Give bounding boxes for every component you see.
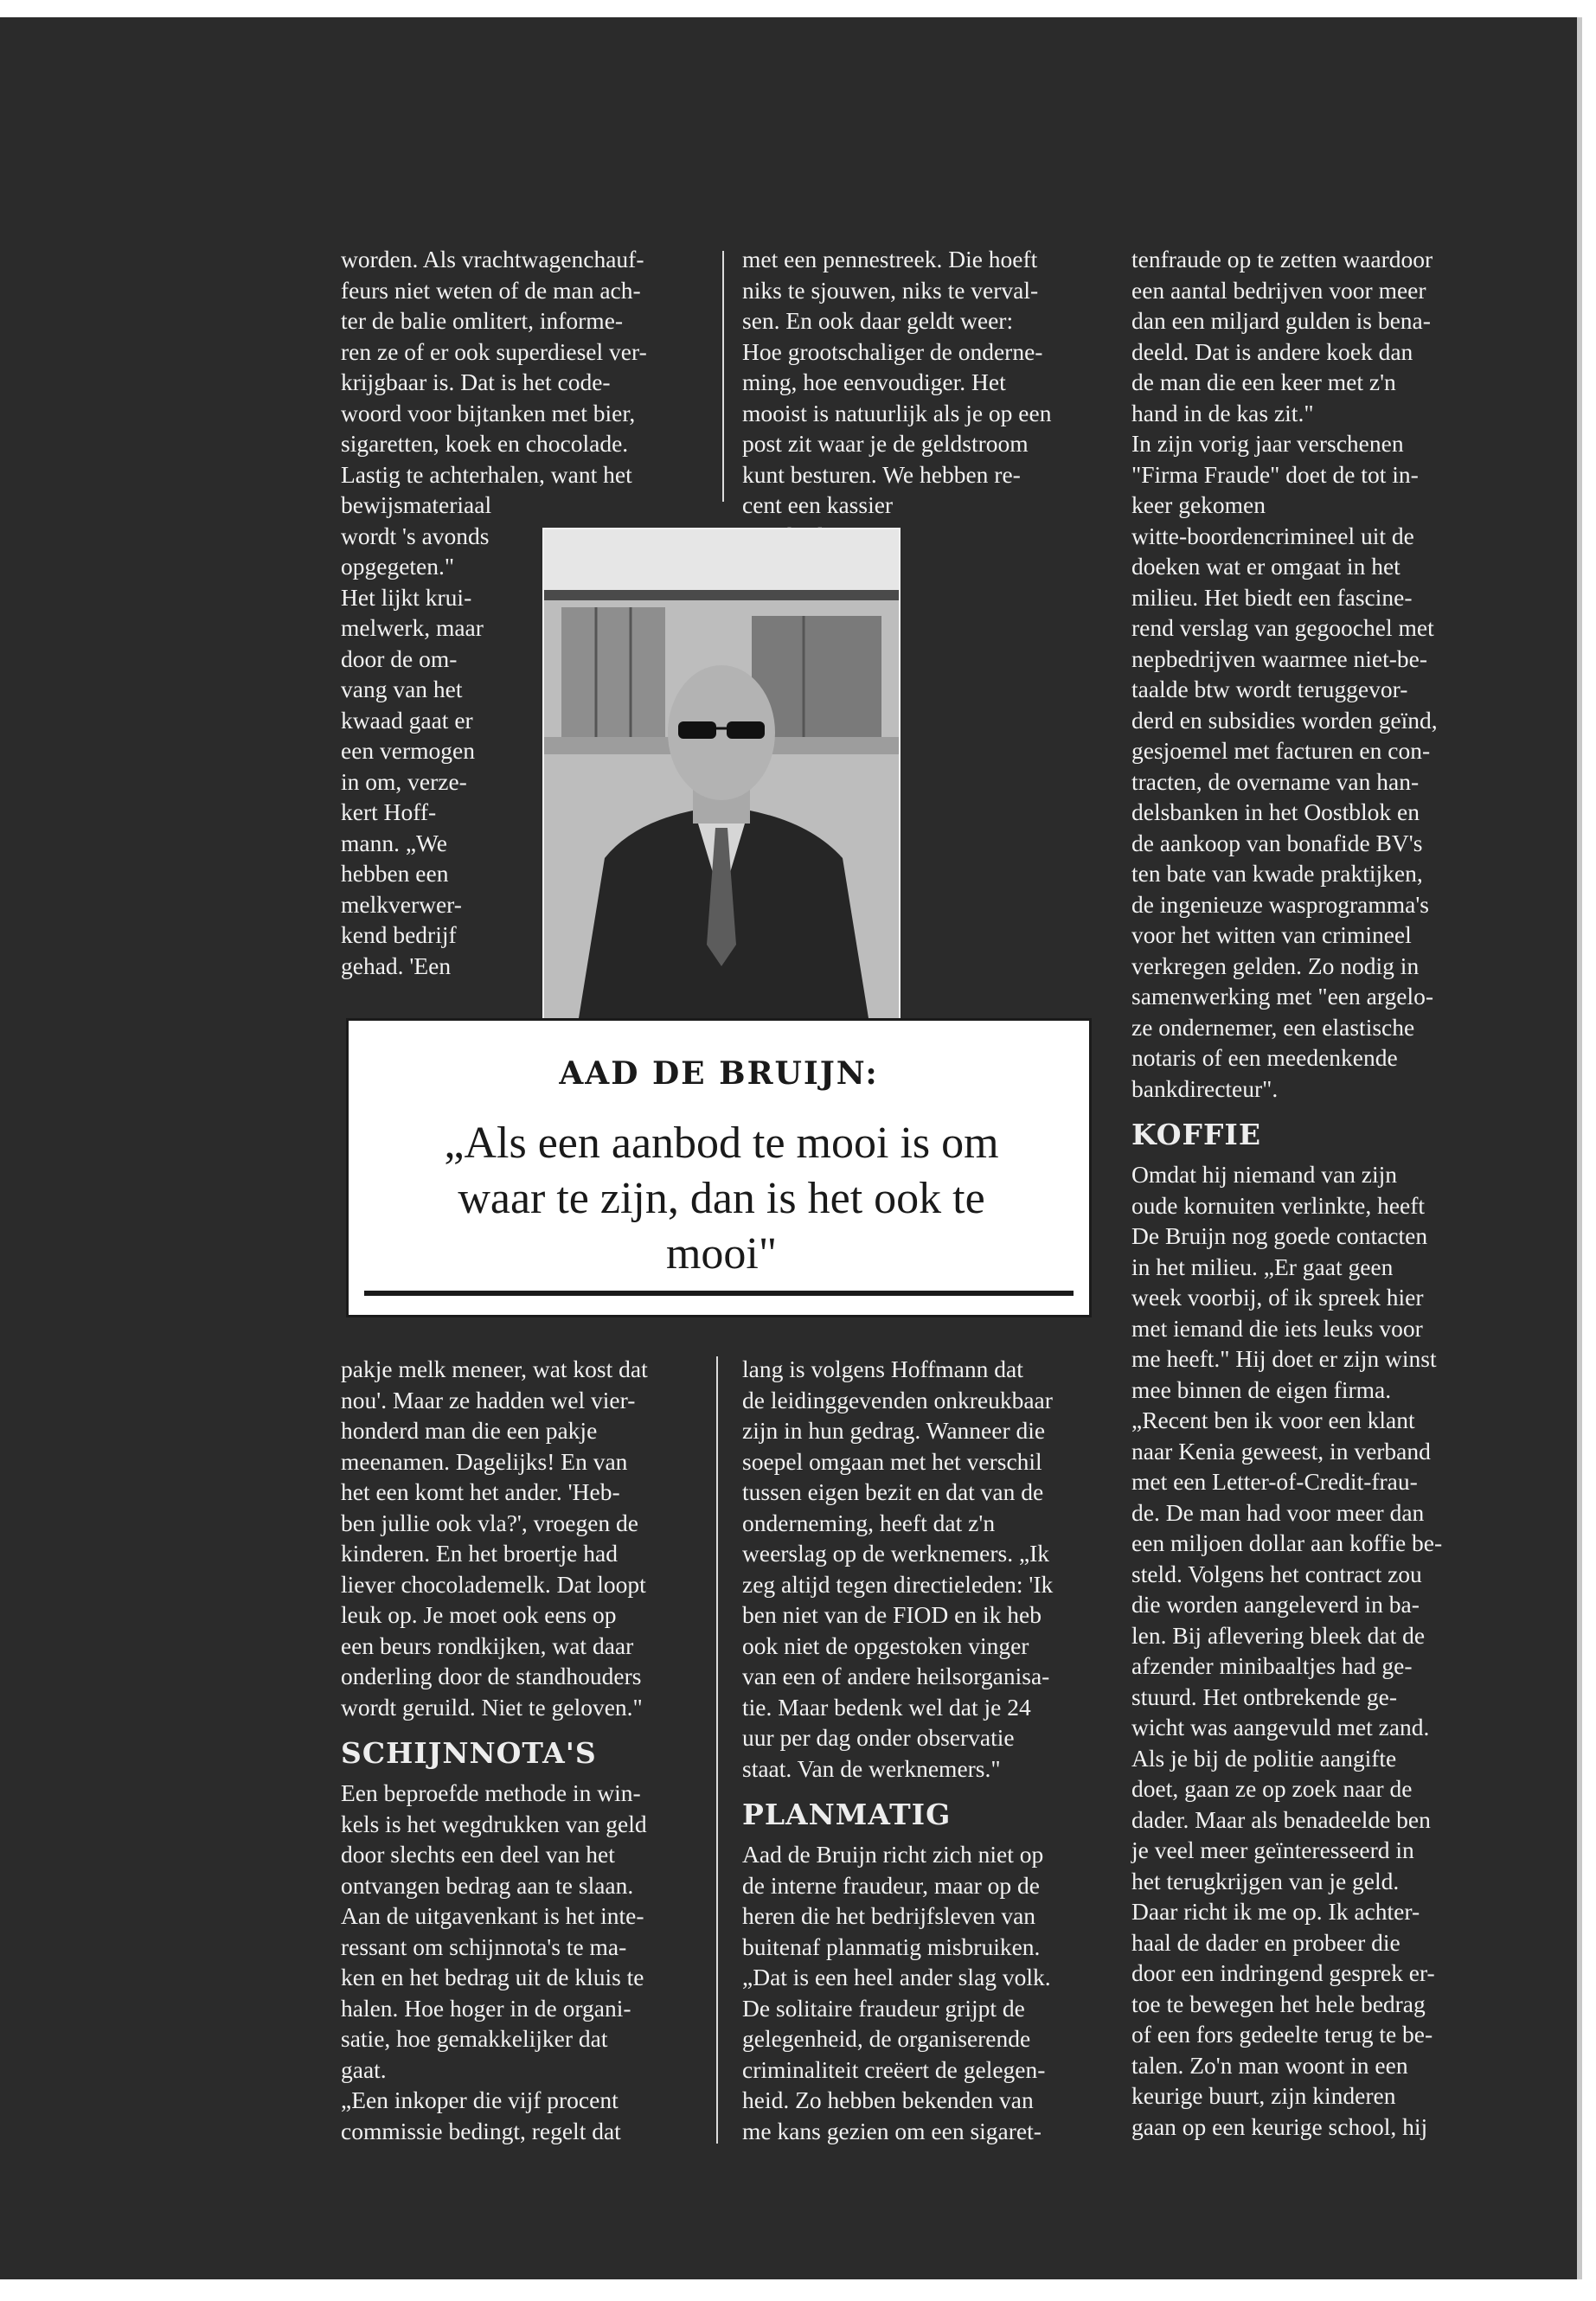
text-line: sen. En ook daar geldt weer: (742, 307, 1014, 334)
section-heading-planmatig: PLANMATIG (742, 1798, 952, 1831)
text-line: Lastig te achterhalen, want het (341, 460, 632, 488)
text-line: ze ondernemer, een elastische (1131, 1013, 1415, 1041)
text-line: onderling door de standhouders (341, 1663, 642, 1689)
text-line: gehad. 'Een (341, 952, 452, 979)
text-line: afzender minibaaltjes had ge- (1131, 1652, 1413, 1679)
text-line: mee binnen de eigen firma. (1131, 1375, 1392, 1403)
text-line: wordt 's avonds (341, 522, 490, 549)
text-line: heren die het bedrijfsleven van (742, 1902, 1036, 1929)
text-line: een beurs rondkijken, wat daar (341, 1631, 634, 1659)
section-heading-koffie: KOFFIE (1131, 1118, 1261, 1151)
text-line: dan een miljard gulden is bena- (1131, 307, 1431, 334)
text-line: buitenaf planmatig misbruiken. (742, 1932, 1041, 1960)
text-line: tenfraude op te zetten waardoor (1131, 246, 1433, 272)
text-line: gelegenheid, de organiserende (742, 2025, 1031, 2052)
text-line: de. De man had voor meer dan (1131, 1498, 1425, 1526)
text-line: De Bruijn nog goede contacten (1131, 1222, 1428, 1249)
text-line: tussen eigen bezit en dat van de (742, 1478, 1044, 1505)
text-line: Als je bij de politie aangifte (1131, 1744, 1397, 1772)
text-line: ook niet de opgestoken vinger (742, 1631, 1029, 1659)
text-line: ming, hoe eenvoudiger. Het (742, 369, 1006, 395)
text-line: in om, verze- (341, 767, 467, 795)
pull-quote-line: „Als een aanbod te mooi is om (444, 1118, 999, 1168)
text-line: Het lijkt krui- (341, 583, 472, 611)
text-line: Aan de uitgavenkant is het inte- (341, 1902, 644, 1929)
text-line: milieu. Het biedt een fascine- (1131, 583, 1413, 611)
column-1-bottom (341, 1354, 687, 2146)
text-line: wicht was aangevuld met zand. (1131, 1714, 1430, 1740)
pull-quote-line: waar te zijn, dan is het ook te (458, 1174, 985, 1223)
column-3 (1131, 244, 1503, 2142)
text-line: oude kornuiten verlinkte, heeft (1131, 1191, 1426, 1219)
text-line: hand in de kas zit." (1131, 399, 1314, 426)
column-1-body-b (341, 1778, 687, 2146)
text-line: De solitaire fraudeur grijpt de (742, 1994, 1025, 2022)
text-line: deeld. Dat is andere koek dan (1131, 337, 1413, 365)
text-line: kend bedrijf (341, 921, 457, 948)
portrait-photo (542, 528, 901, 1020)
text-line: verkregen gelden. Zo nodig in (1131, 952, 1420, 979)
text-line: door slechts een deel van het (341, 1841, 615, 1868)
column-2-bottom (742, 1354, 1106, 2146)
text-line: een miljoen dollar aan koffie be- (1131, 1529, 1443, 1556)
text-line: Omdat hij niemand van zijn (1131, 1161, 1398, 1188)
text-line: me kans gezien om een sigaret- (742, 2117, 1042, 2144)
text-line: kinderen. En het broertje had (341, 1540, 618, 1567)
text-line: leuk op. Je moet ook eens op (341, 1601, 617, 1628)
text-line: of een fors gedeelte terug te be- (1131, 2021, 1433, 2048)
text-line: ontvangen bedrag aan te slaan. (341, 1871, 634, 1899)
column-3-body-b (1131, 1159, 1503, 2142)
text-line: ressant om schijnnota's te ma- (341, 1932, 627, 1960)
pull-quote-box (346, 1018, 1092, 1317)
column-1-bottom-body (341, 1354, 687, 1722)
text-line: honderd man die een pakje (341, 1417, 598, 1444)
text-line: gaan op een keurige school, hij (1131, 2112, 1428, 2140)
text-line: melkverwer- (341, 890, 462, 918)
text-line: derd en subsidies worden geïnd, (1131, 706, 1438, 734)
text-line: mann. „We (341, 829, 448, 856)
text-line: satie, hoe gemakkelijker dat (341, 2025, 608, 2052)
text-line: Hoe grootschaliger de onderne- (742, 337, 1043, 365)
text-line: gaat. (341, 2055, 387, 2083)
text-line: ten bate van kwade praktijken, (1131, 860, 1423, 887)
text-line: de aankoop van bonafide BV's (1131, 829, 1423, 856)
text-line: je veel meer geïnteresseerd in (1131, 1836, 1414, 1863)
text-line: kwaad gaat er (341, 706, 473, 734)
text-line: met een Letter-of-Credit-frau- (1131, 1468, 1418, 1495)
text-line: len. Bij aflevering bleek dat de (1131, 1621, 1426, 1649)
text-line: liever chocolademelk. Dat loopt (341, 1570, 646, 1598)
pull-quote-heading: AAD DE BRUIJN: (559, 1055, 879, 1092)
text-line: de interne fraudeur, maar op de (742, 1871, 1041, 1899)
text-line: in het milieu. „Er gaat geen (1131, 1253, 1394, 1280)
text-line: pakje melk meneer, wat kost dat (341, 1356, 648, 1382)
text-line: toe te bewegen het hele bedrag (1131, 1990, 1426, 2017)
text-line: bankdirecteur". (1131, 1074, 1279, 1102)
text-line: me heeft." Hij doet er zijn winst (1131, 1345, 1437, 1372)
text-line: tracten, de overname van han- (1131, 767, 1420, 795)
text-line: cent een kassier (742, 491, 894, 518)
text-line: criminaliteit creëert de gelegen- (742, 2055, 1046, 2083)
text-line: kert Hoff- (341, 798, 437, 825)
text-line: mooist is natuurlijk als je op een (742, 399, 1052, 426)
magazine-page (0, 17, 1582, 2279)
column-3-body-a (1131, 244, 1503, 1104)
text-line: onderneming, heeft dat z'n (742, 1509, 996, 1536)
text-line: bewijsmateriaal (341, 491, 492, 518)
text-line: Daar richt ik me op. Ik achter- (1131, 1898, 1420, 1925)
text-line: doeken wat er omgaat in het (1131, 553, 1401, 580)
text-line: doet, gaan ze op zoek naar de (1131, 1775, 1413, 1802)
text-line: zeg altijd tegen directieleden: 'Ik (742, 1570, 1054, 1598)
text-line: In zijn vorig jaar verschenen (1131, 430, 1404, 457)
text-line: stuurd. Het ontbrekende ge- (1131, 1682, 1397, 1710)
text-line: haal de dader en probeer die (1131, 1928, 1401, 1956)
text-line: woord voor bijtanken met bier, (341, 399, 636, 426)
column-2-body-b (742, 1839, 1106, 2146)
text-line: samenwerking met "een argelo- (1131, 983, 1433, 1009)
text-line: zijn in hun gedrag. Wanneer die (742, 1417, 1046, 1444)
text-line: witte-boordencrimineel uit de (1131, 522, 1414, 549)
text-line: voor het witten van crimineel (1131, 921, 1412, 948)
text-line: nepbedrijven waarmee niet-be- (1131, 644, 1428, 672)
column-rule-top (722, 251, 724, 502)
text-line: lang is volgens Hoffmann dat (742, 1356, 1023, 1382)
text-line: sigaretten, koek en chocolade. (341, 430, 629, 457)
text-line: een aantal bedrijven voor meer (1131, 276, 1426, 304)
text-line: meenamen. Dagelijks! En van (341, 1447, 628, 1475)
text-line: „Dat is een heel ander slag volk. (742, 1964, 1051, 1990)
text-line: talen. Zo'n man woont in een (1131, 2051, 1408, 2079)
text-line: heid. Zo hebben bekenden van (742, 2086, 1034, 2113)
text-line: niks te sjouwen, niks te verval- (742, 276, 1039, 304)
column-rule-bottom (716, 1356, 718, 2144)
text-line: met een pennestreek. Die hoeft (742, 246, 1038, 272)
text-line: het terugkrijgen van je geld. (1131, 1867, 1400, 1894)
text-line: ben niet van de FIOD en ik heb (742, 1601, 1042, 1628)
text-line: keer gekomen (1131, 491, 1266, 518)
text-line: „Een inkoper die vijf procent (341, 2086, 619, 2113)
text-line: soepel omgaan met het verschil (742, 1447, 1042, 1475)
text-line: tie. Maar bedenk wel dat je 24 (742, 1693, 1031, 1721)
text-line: Een beproefde methode in win- (341, 1779, 641, 1806)
text-line: steld. Volgens het contract zou (1131, 1560, 1422, 1587)
text-line: "Firma Fraude" doet de tot in- (1131, 460, 1419, 488)
text-line: krijgbaar is. Dat is het code- (341, 369, 611, 395)
pull-quote-text (383, 1116, 1060, 1282)
text-line: Aad de Bruijn richt zich niet op (742, 1841, 1044, 1868)
text-line: feurs niet weten of de man ach- (341, 276, 641, 304)
text-line: halen. Hoe hoger in de organi- (341, 1994, 631, 2022)
column-2-bottom-body (742, 1354, 1106, 1784)
text-line: taalde btw wordt teruggevor- (1131, 676, 1408, 702)
text-line: hebben een (341, 860, 449, 887)
pull-quote-line: mooi" (665, 1229, 778, 1279)
text-line: nou'. Maar ze hadden wel vier- (341, 1386, 636, 1413)
text-line: door de om- (341, 644, 458, 672)
text-line: kunt besturen. We hebben re- (742, 460, 1021, 488)
text-line: naar Kenia geweest, in verband (1131, 1437, 1431, 1465)
text-line: ren ze of er ook superdiesel ver- (341, 337, 647, 365)
text-line: post zit waar je de geldstroom (742, 430, 1029, 457)
text-line: ken en het bedrag uit de kluis te (341, 1964, 644, 1990)
text-line: commissie bedingt, regelt dat (341, 2117, 621, 2144)
text-line: van een of andere heilsorganisa- (742, 1663, 1050, 1689)
text-line: melwerk, maar (341, 614, 484, 641)
text-line: delsbanken in het Oostblok en (1131, 798, 1420, 825)
text-line: worden. Als vrachtwagenchauf- (341, 246, 644, 272)
text-line: ter de balie omlitert, informe- (341, 307, 624, 334)
text-line: de man die een keer met z'n (1131, 369, 1396, 395)
text-line: keurige buurt, zijn kinderen (1131, 2082, 1396, 2109)
text-line: met iemand die iets leuks voor (1131, 1314, 1423, 1342)
section-heading-schijnnotas: SCHIJNNOTA'S (341, 1736, 597, 1770)
text-line: staat. Van de werknemers." (742, 1754, 1001, 1782)
text-line: vang van het (341, 676, 463, 702)
text-line: week voorbij, of ik spreek hier (1131, 1284, 1424, 1311)
text-line: rend verslag van gegoochel met (1131, 614, 1434, 641)
text-line: een vermogen (341, 737, 475, 764)
text-line: ben jullie ook vla?', vroegen de (341, 1509, 639, 1536)
text-line: kels is het wegdrukken van geld (341, 1810, 647, 1837)
text-line: „Recent ben ik voor een klant (1131, 1407, 1415, 1433)
portrait-photo-illustration (544, 529, 899, 1018)
text-line: dader. Maar als benadeelde ben (1131, 1805, 1431, 1833)
text-line: gesjoemel met facturen en con- (1131, 737, 1431, 764)
text-line: de leidinggevenden onkreukbaar (742, 1386, 1053, 1413)
text-line: opgegeten." (341, 553, 455, 580)
text-line: die worden aangeleverd in ba- (1131, 1591, 1420, 1618)
pull-quote-rule (364, 1291, 1074, 1296)
text-line: uur per dag onder observatie (742, 1724, 1015, 1751)
text-line: door een indringend gesprek er- (1131, 1959, 1435, 1986)
text-line: notaris of een meedenkende (1131, 1044, 1398, 1071)
text-line: wordt geruild. Niet te geloven." (341, 1693, 643, 1721)
text-line: weerslag op de werknemers. „Ik (742, 1540, 1050, 1567)
text-line: de ingenieuze wasprogramma's (1131, 890, 1429, 918)
text-line: het een komt het ander. 'Heb- (341, 1478, 620, 1505)
